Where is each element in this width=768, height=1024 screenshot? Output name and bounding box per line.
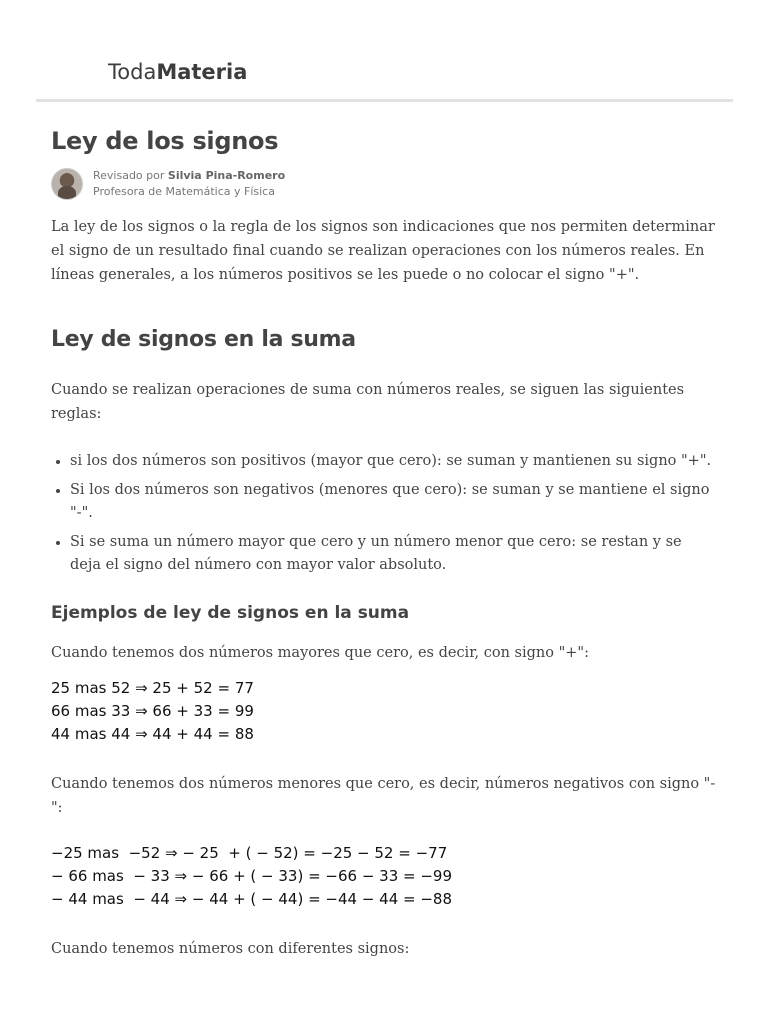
author-info	[93, 168, 285, 200]
sum-intro-paragraph: Cuando se realizan operaciones de suma con números reales, se siguen las siguientes reglas:	[51, 382, 685, 422]
negative-examples	[51, 842, 716, 911]
reviewed-prefix: Revisado por	[93, 169, 165, 182]
article-content	[51, 104, 716, 961]
site-header	[0, 0, 768, 100]
negative-intro-paragraph: Cuando tenemos dos números menores que cero, es decir, números negativos con signo "-":	[51, 776, 716, 816]
math-line: − 44 mas − 44 ⇒ − 44 + ( − 44) = −44 − 44 = −88	[51, 890, 453, 908]
author-role: Profesora de Matemática y Física	[93, 185, 275, 198]
examples-heading: Ejemplos de ley de signos en la suma	[51, 603, 410, 623]
positive-examples	[51, 677, 716, 746]
page-title: Ley de los signos	[51, 127, 279, 155]
math-line: 44 mas 44 ⇒ 44 + 44 = 88	[51, 725, 254, 743]
logo-light: Toda	[108, 60, 157, 84]
mixed-intro-paragraph: Cuando tenemos números con diferentes signos:	[51, 941, 410, 957]
intro-paragraph: La ley de los signos o la regla de los signos son indicaciones que nos permiten determinar el signo de un resultado final cuando se realizan operaciones con los números reales. En líneas generales, a los números positivos se les puede o no colocar el signo "+".	[51, 219, 715, 283]
list-item: • Si los dos números son negativos (menores que cero): se suman y se mantiene el signo "-".	[70, 479, 716, 525]
header-divider	[36, 99, 733, 102]
author-block	[51, 167, 716, 201]
positive-intro-paragraph: Cuando tenemos dos números mayores que cero, es decir, con signo "+":	[51, 645, 589, 661]
math-line: 25 mas 52 ⇒ 25 + 52 = 77	[51, 679, 254, 697]
logo-bold: Materia	[156, 60, 248, 84]
author-name-link[interactable]: Silvia Pina-Romero	[167, 169, 286, 182]
math-line: − 66 mas − 33 ⇒ − 66 + ( − 33) = −66 − 33 = −99	[51, 867, 453, 885]
section-heading-sum: Ley de signos en la suma	[51, 327, 356, 352]
sum-rules-list	[51, 450, 716, 577]
list-item: • Si se suma un número mayor que cero y un número menor que cero: se restan y se deja el signo del número con mayor valor absoluto.	[70, 531, 716, 577]
math-line: 66 mas 33 ⇒ 66 + 33 = 99	[51, 702, 254, 720]
avatar	[51, 168, 83, 200]
list-item: • si los dos números son positivos (mayor que cero): se suman y mantienen su signo "+".	[70, 450, 716, 473]
math-line: −25 mas −52 ⇒ − 25 + ( − 52) = −25 − 52 = −77	[51, 844, 448, 862]
site-logo[interactable]	[108, 60, 247, 84]
